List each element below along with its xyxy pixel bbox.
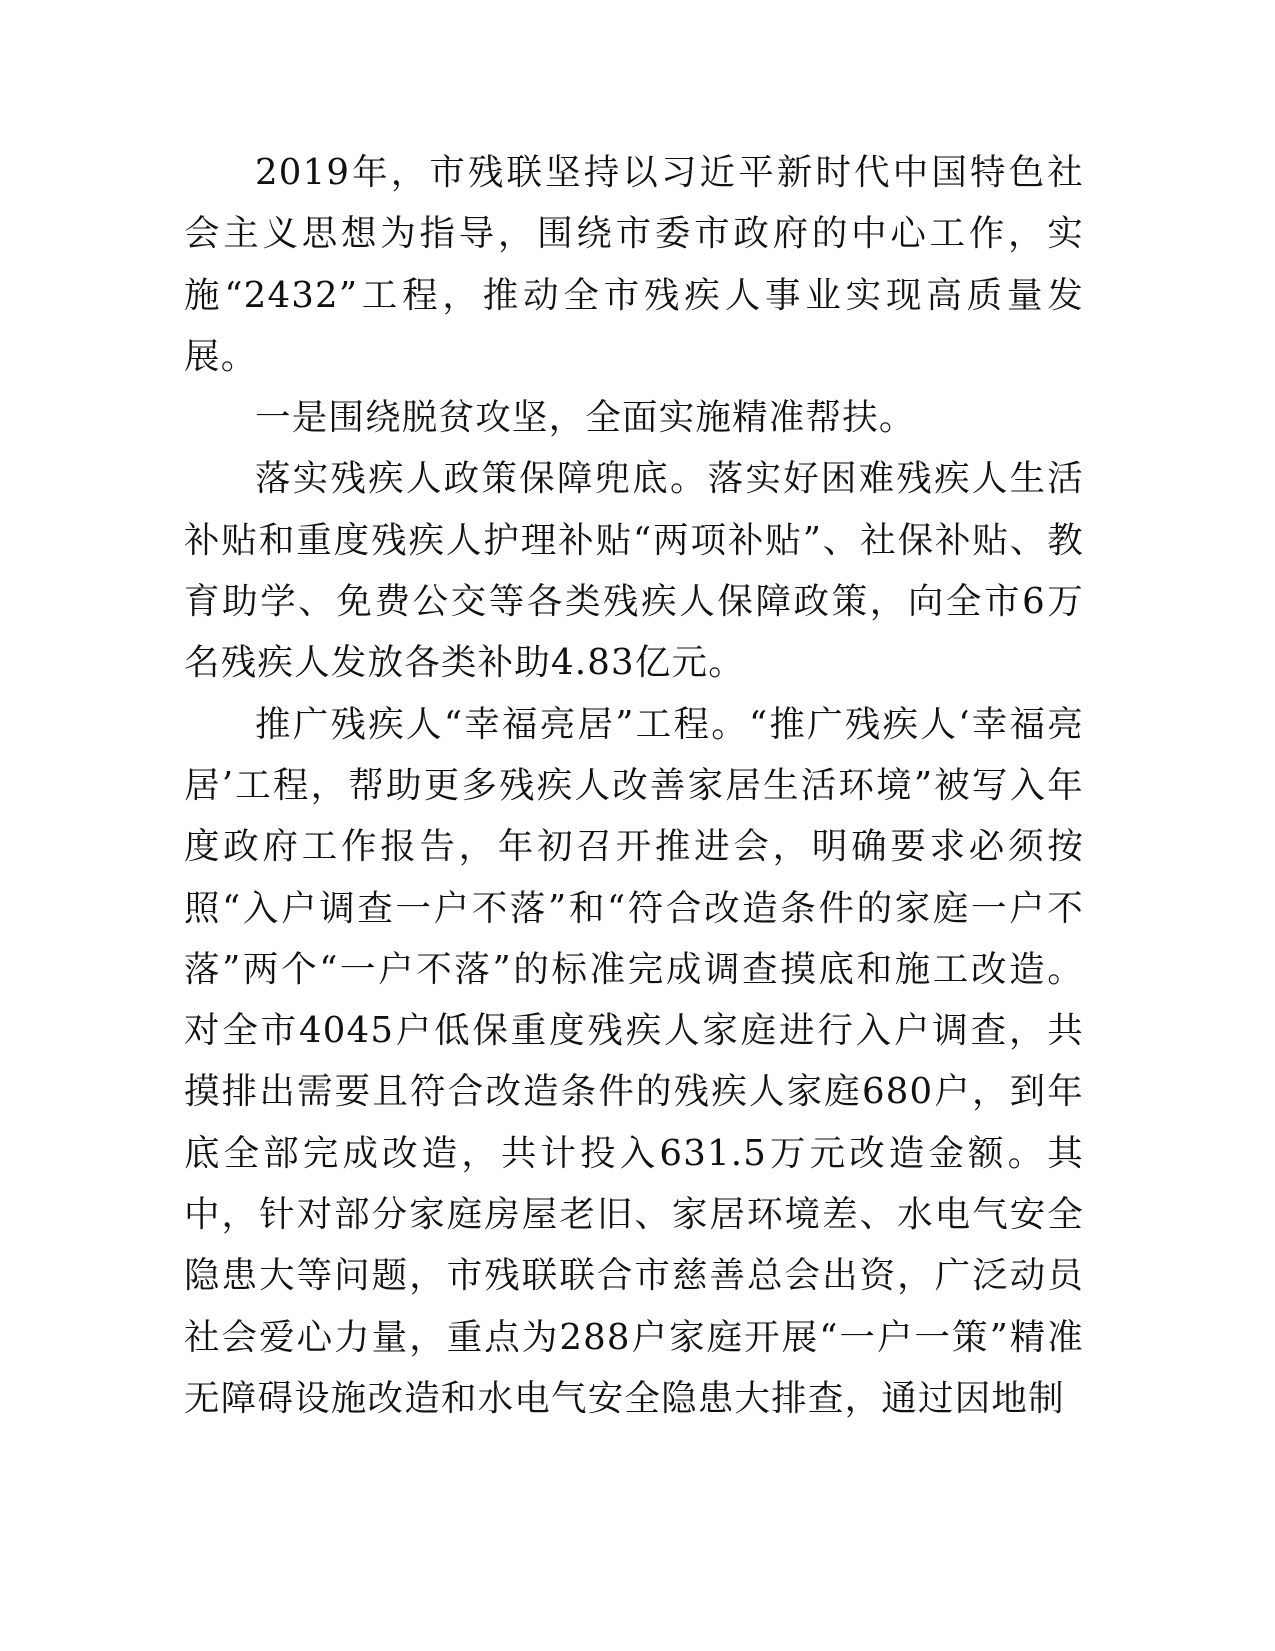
document-body [184,142,1084,1429]
paragraph-policy-guarantee: 落实残疾人政策保障兜底。落实好困难残疾人生活补贴和重度残疾人护理补贴“两项补贴”、社保补贴、教育助学、免费公交等各类残疾人保障政策，向全市6万名残疾人发放各类补助4.83亿元。 [184,458,1084,684]
paragraph-intro: 2019年，市残联坚持以习近平新时代中国特色社会主义思想为指导，围绕市委市政府的中心工作，实施“2432”工程，推动全市残疾人事业实现高质量发展。 [184,152,1084,377]
paragraph-happy-home-project: 推广残疾人“幸福亮居”工程。“推广残疾人‘幸福亮居’工程，帮助更多残疾人改善家居生活环境”被写入年度政府工作报告，年初召开推进会，明确要求必须按照“入户调查一户不落”和“符合改造条件的家庭一户不落”两个“一户不落”的标准完成调查摸底和施工改造。对全市4045户低保重度残疾人家庭进行入户调查，共摸排出需要且符合改造条件的残疾人家庭680户，到年底全部完成改造，共计投入631.5万元改造金额。其中，针对部分家庭房屋老旧、家居环境差、水电气安全隐患大等问题，市残联联合市慈善总会出资，广泛动员社会爱心力量，重点为288户家庭开展“一户一策”精准无障碍设施改造和水电气安全隐患大排查，通过因地制 [184,703,1084,1419]
paragraph-section-heading: 一是围绕脱贫攻坚，全面实施精准帮扶。 [255,397,916,439]
